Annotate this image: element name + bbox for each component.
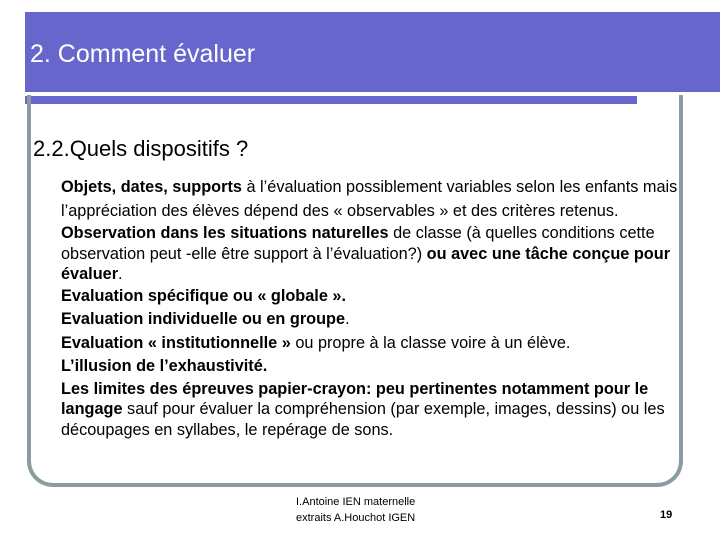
paragraph-objets-segment: Objets, dates, supports [61, 178, 242, 196]
paragraph-specifique [61, 285, 691, 309]
paragraph-illusion-segment: L’illusion de l’exhaustivité. [61, 357, 268, 375]
paragraph-observation-segment: de classe (à quelles conditions cette observation peut -elle être support à l’évaluation?) [61, 224, 655, 263]
paragraph-observation-segment: Observation dans les situations naturelles [61, 224, 389, 242]
page-number: 19 [660, 509, 673, 521]
paragraph-illusion [61, 355, 691, 379]
paragraph-objets [61, 176, 691, 223]
paragraph-institutionnelle-segment: ou propre à la classe voire à un élève. [290, 333, 571, 352]
paragraph-individuelle-segment: . [345, 310, 350, 328]
paragraph-observation-segment: ou avec une tâche conçue pour évaluer [61, 244, 671, 283]
paragraph-observation-segment: . [118, 265, 123, 283]
paragraph-individuelle [61, 308, 691, 332]
paragraph-limites [61, 379, 691, 441]
paragraph-objets-segment: à l’évaluation possiblement variables selon les enfants mais l’appréciation des élèves dépend des « observables » et des critères retenus. [61, 178, 678, 220]
footer-credit-line-1: I.Antoine IEN maternelle [296, 496, 416, 508]
paragraph-observation [61, 223, 691, 285]
paragraph-institutionnelle [61, 332, 691, 356]
paragraph-limites-segment: sauf pour évaluer la compréhension (par exemple, images, dessins) ou les découpages en syllabes, le repérage de sons. [61, 400, 665, 439]
paragraph-individuelle-segment: Evaluation individuelle ou en groupe [61, 310, 346, 328]
slide-title: 2. Comment évaluer [30, 40, 256, 68]
footer-credit [296, 494, 415, 526]
paragraph-specifique-segment: Evaluation spécifique ou « globale ». [61, 286, 346, 305]
body-text [61, 176, 691, 440]
paragraph-institutionnelle-segment: Evaluation « institutionnelle » [61, 333, 291, 352]
section-subtitle: 2.2.Quels dispositifs ? [33, 136, 249, 161]
paragraph-limites-segment: Les limites des épreuves papier-crayon: peu pertinentes notamment pour le langage [61, 379, 649, 418]
footer-credit-line-2: extraits A.Houchot IGEN [296, 512, 416, 524]
